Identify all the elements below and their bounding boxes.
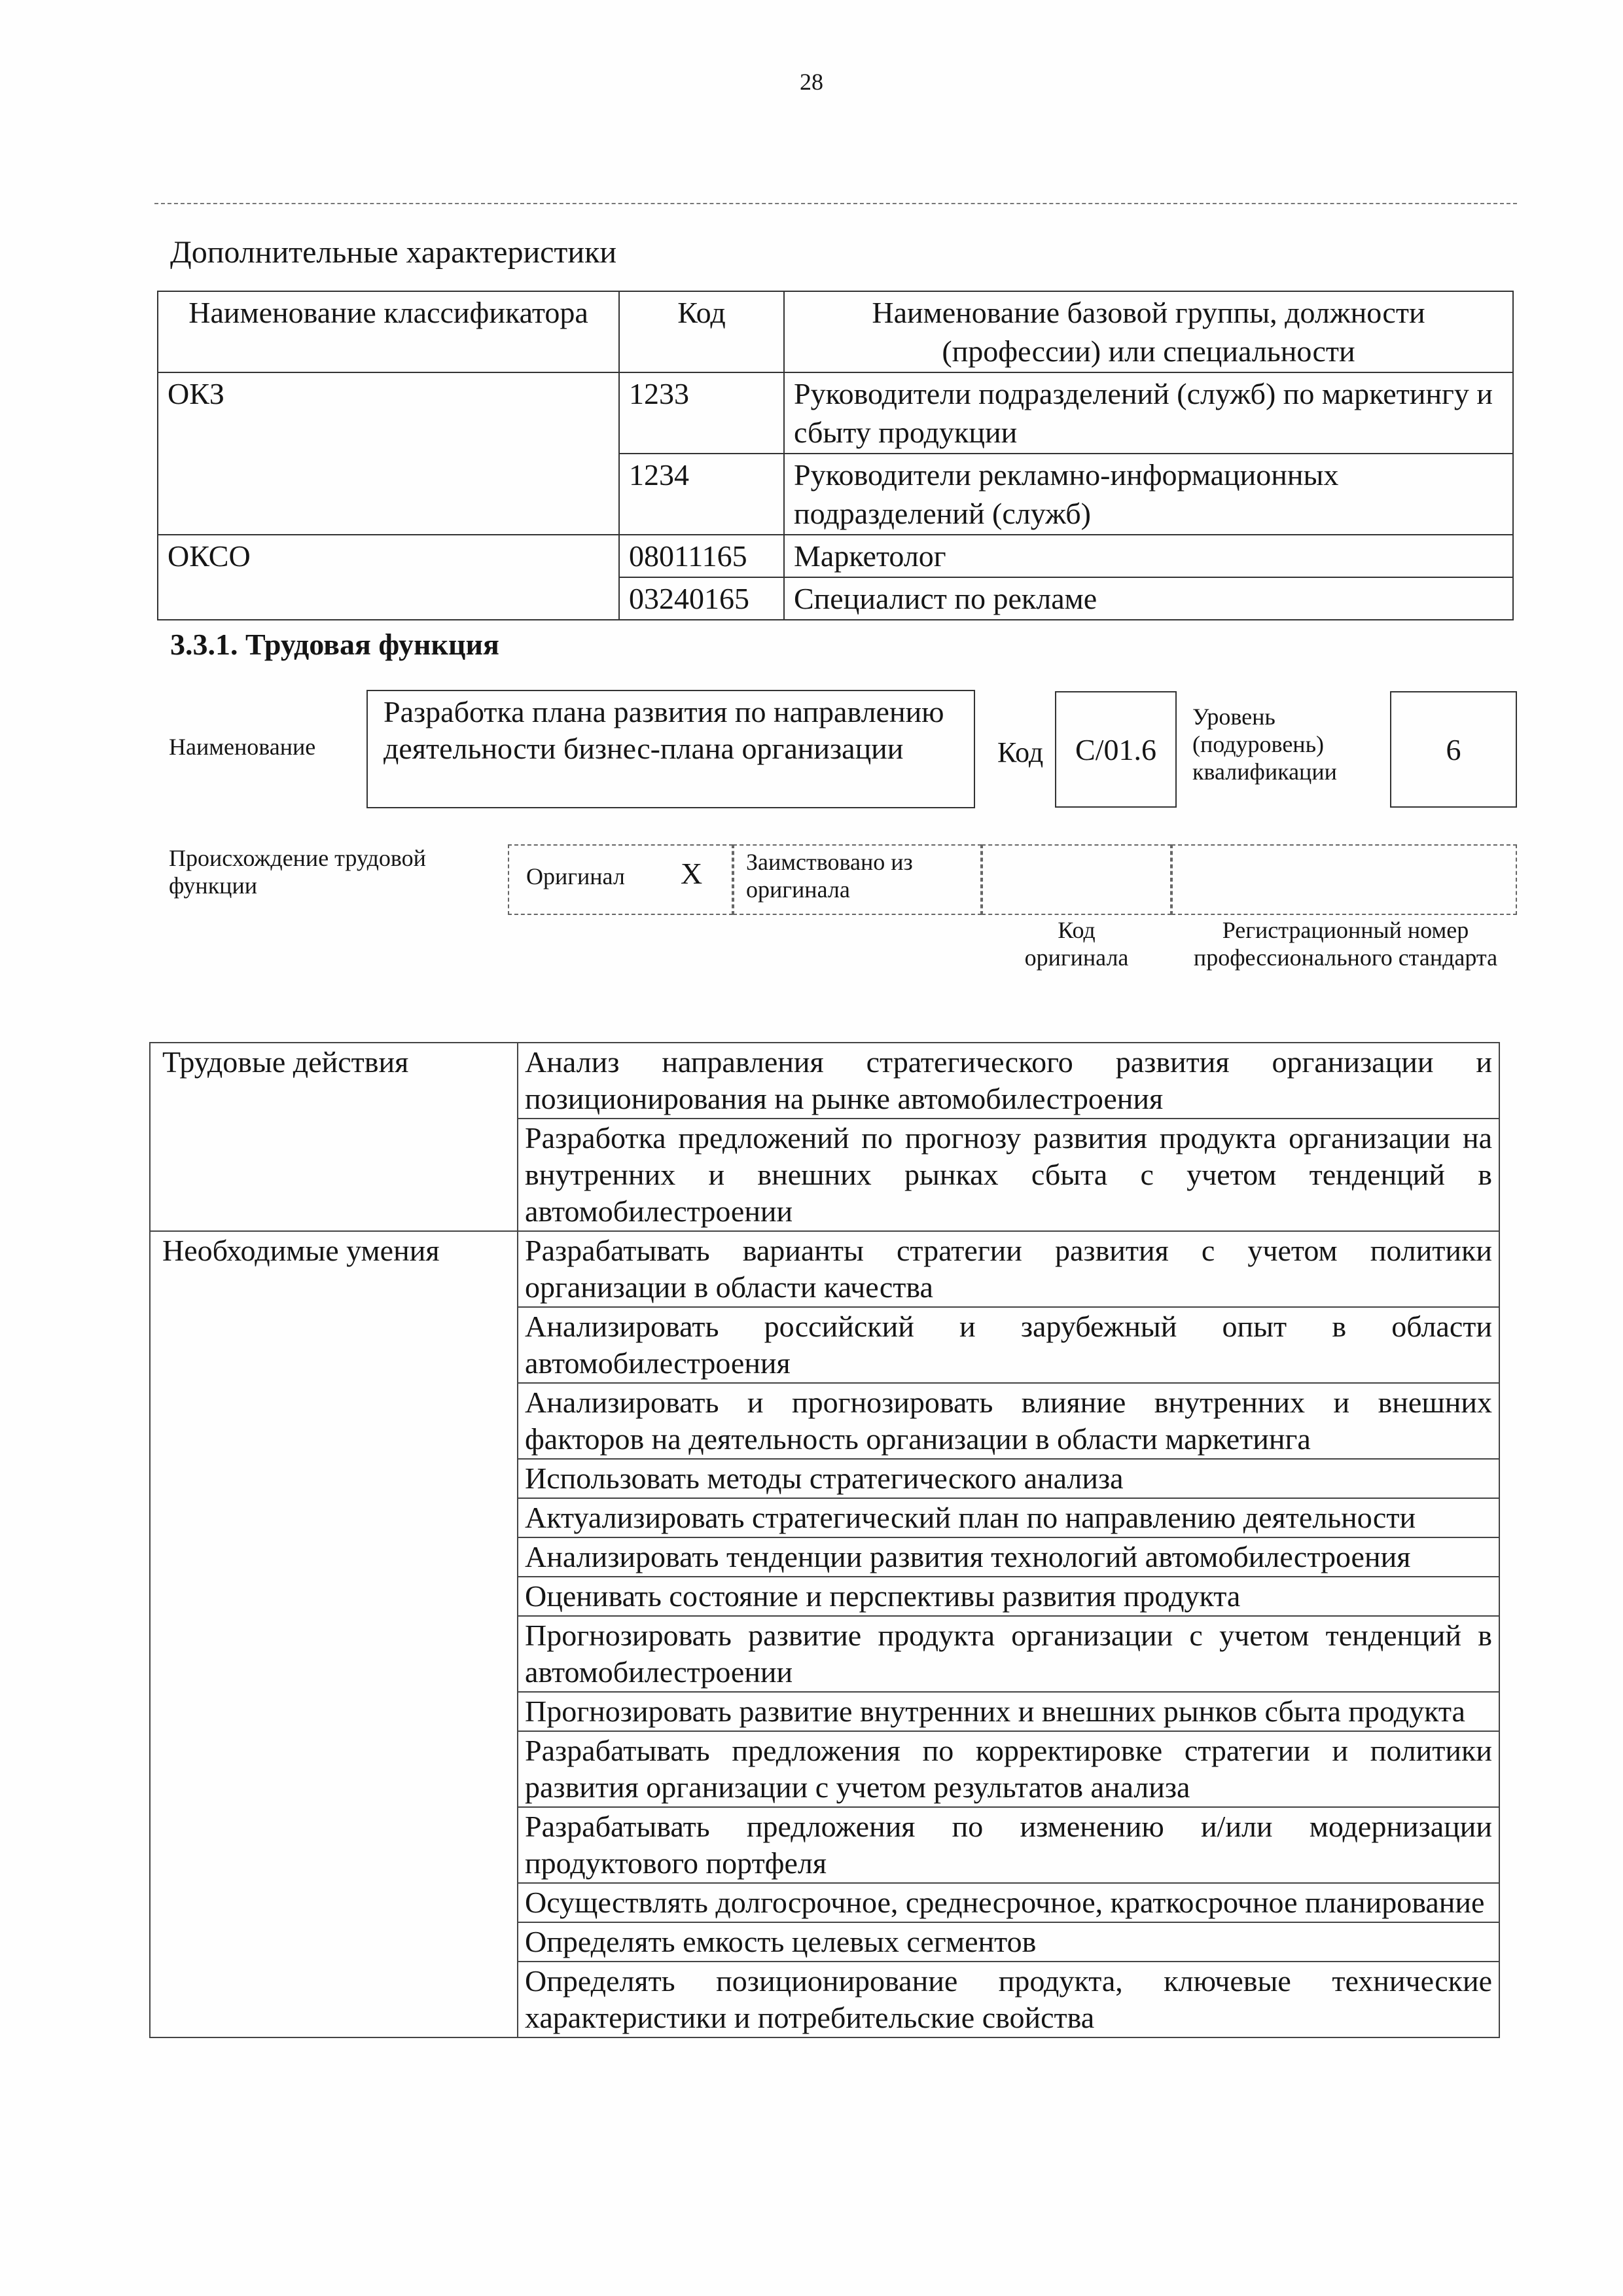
function-name-label: Наименование [169, 734, 316, 760]
origin-label: Происхождение трудовой функции [169, 845, 426, 899]
skill-item: Разрабатывать предложения по корректировке стратегии и политики развития организации с учетом результатов анализа [518, 1731, 1499, 1807]
skill-item: Оценивать состояние и перспективы развития продукта [518, 1577, 1499, 1616]
skill-item: Актуализировать стратегический план по направлению деятельности [518, 1498, 1499, 1537]
original-label: Оригинал [526, 863, 625, 889]
row-title: Специалист по рекламе [784, 577, 1513, 620]
table-row [158, 372, 1513, 454]
borrowed-label: Заимствовано из оригинала [746, 849, 913, 903]
row-title: Руководители рекламно-информационных подразделений (служб) [784, 454, 1513, 535]
function-code-label: Код [997, 736, 1044, 768]
qualification-level-label: Уровень (подуровень) квалификации [1192, 704, 1337, 785]
skill-item: Разрабатывать варианты стратегии развития с учетом политики организации в области качества [518, 1231, 1499, 1307]
skill-item: Разрабатывать предложения по изменению и/или модернизации продуктового портфеля [518, 1807, 1499, 1883]
row-code: 08011165 [619, 535, 784, 577]
section-title: 3.3.1. Трудовая функция [170, 628, 499, 661]
labor-actions-label: Трудовые действия [150, 1043, 518, 1231]
function-code-value: C/01.6 [1055, 691, 1177, 808]
skill-item: Анализировать российский и зарубежный опыт в области автомобилестроения [518, 1307, 1499, 1383]
skill-item: Прогнозировать развитие внутренних и внешних рынков сбыта продукта [518, 1692, 1499, 1731]
header-group-name: Наименование базовой группы, должности (профессии) или специальности [784, 291, 1513, 372]
row-title: Маркетолог [784, 535, 1513, 577]
original-mark: X [681, 857, 703, 890]
registration-number-caption: Регистрационный номер профессионального стандарта [1193, 917, 1498, 971]
labor-action-item: Разработка предложений по прогнозу развития продукта организации на внутренних и внешних рынках сбыта с учетом тенденций в автомобилестроении [518, 1119, 1499, 1231]
header-code: Код [619, 291, 784, 372]
skills-label: Необходимые умения [150, 1231, 518, 2037]
skill-item: Анализировать тенденции развития технологий автомобилестроения [518, 1537, 1499, 1577]
table-row [150, 1231, 1499, 1307]
skill-item: Прогнозировать развитие продукта организации с учетом тенденций в автомобилестроении [518, 1616, 1499, 1692]
skill-item: Использовать методы стратегического анализа [518, 1459, 1499, 1498]
classifier-okso: ОКСО [158, 535, 619, 620]
original-code-cell [982, 844, 1171, 915]
table-row [158, 535, 1513, 577]
header-divider [154, 203, 1517, 204]
qualification-level-value: 6 [1390, 691, 1517, 808]
header-classifier: Наименование классификатора [158, 291, 619, 372]
skill-item: Анализировать и прогнозировать влияние внутренних и внешних факторов на деятельность организации в области маркетинга [518, 1383, 1499, 1459]
skill-item: Определять емкость целевых сегментов [518, 1922, 1499, 1962]
additional-characteristics-title: Дополнительные характеристики [170, 235, 617, 270]
function-name-value: Разработка плана развития по направлению деятельности бизнес-плана организации [366, 690, 975, 808]
row-code: 1234 [619, 454, 784, 535]
skill-item: Определять позиционирование продукта, ключевые технические характеристики и потребительские свойства [518, 1962, 1499, 2037]
original-code-caption: Код оригинала [1024, 917, 1129, 971]
row-title: Руководители подразделений (служб) по маркетингу и сбыту продукции [784, 372, 1513, 454]
row-code: 1233 [619, 372, 784, 454]
page-number: 28 [800, 69, 823, 95]
labor-function-table [149, 1042, 1500, 2038]
registration-number-cell [1171, 844, 1517, 915]
table-row [150, 1043, 1499, 1119]
classifier-okz: ОКЗ [158, 372, 619, 535]
classifier-table [157, 291, 1514, 620]
skill-item: Осуществлять долгосрочное, среднесрочное, краткосрочное планирование [518, 1883, 1499, 1922]
row-code: 03240165 [619, 577, 784, 620]
labor-action-item: Анализ направления стратегического развития организации и позиционирования на рынке автомобилестроения [518, 1043, 1499, 1119]
classifier-header-row [158, 291, 1513, 372]
